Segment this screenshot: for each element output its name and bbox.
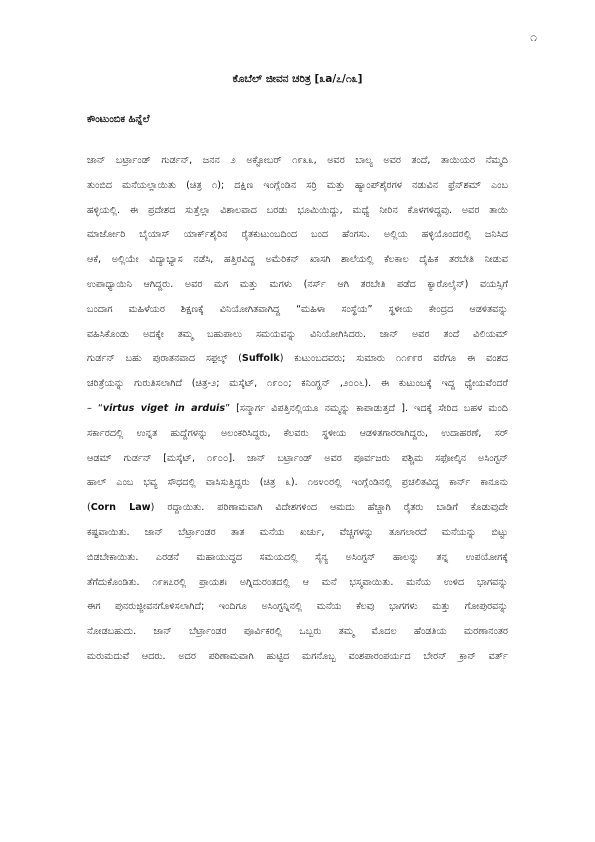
document-title: ಕೊಬೆಲ್ ಜೀವನ ಚರಿತ್ರ [೩a/೭/೧೩]	[232, 73, 363, 85]
latin-motto: virtus viget in arduis	[102, 402, 226, 414]
text-line: ಜಾನ್ ಬರ್ಟ್ರಾಂಡ್ ಗುರ್ಡನ್, ಜನನ ೨ ಅಕ್ಟೋಬರ್ ೧೯೩೩, ಅವರ ಬಾಲ್ಯ ಅವರ ತಂದೆ, ತಾಯಿಯರ ನೆಮ್ಮದಿ	[87, 155, 508, 166]
text-segment: ) ರದ್ದಾಯಿತು. ಪರಿಣಾಮವಾಗಿ ವಿದೇಶಗಳಿಂದ ಆಮದು ಹೆಚ್ಚಾಗಿ ರೈತರು ಬಾಡಿಗೆ ಕೊಡುವುದೇ	[150, 502, 508, 514]
body-paragraph	[87, 149, 508, 670]
text-line: ಮರುಮದುವೆ ಆದರು. ಅದರ ಪರಿಣಾಮವಾಗಿ ಹುಟ್ಟಿದ ಮಗನೊಬ್ಬ ವಂಶಪಾರಂಪರ್ಯದ ಬೇರನ್ ಕ್ರಾನ್ ವರ್ತ್	[87, 650, 508, 662]
text-line: ಆಡಮ್ ಗುರ್ಡನ್ [ಮಸ್ಕೆಟ್, ೧೯೦೦]. ಜಾನ್ ಬರ್ಟ್ರಾಂಡ್ ಅವರ ಪೂರ್ವಜರು ಪಶ್ಚಿಮ ಸಫೋಲ್ಕಿನ ಅಸಿಂಗ್ಟನ್	[87, 452, 508, 464]
text-line: ವಹಿಸಿಕೊಂಡು ಅದಕ್ಕೇ ತಮ್ಮ ಬಹುಪಾಲು ಸಮಯವನ್ನು ವಿನಿಯೋಗಿಸಿದರು. ಜಾನ್ ಅವರ ತಂದೆ ವಿಲಿಯಮ್	[87, 328, 508, 340]
section-heading: ಕೌಂಟುಂಬಿಕ ಹಿನ್ನೆಲೆ	[87, 114, 150, 125]
text-line: ಉಪಾಧ್ಯಾಯಿನಿ ಆಗಿದ್ದರು. ಅವರ ಮಗ ಮತ್ತು ಮಗಳು (ನರ್ಸ್ ಆಗಿ ತರಬೇತಿ ಪಡೆದ ಕ್ಯಾರೊಲೈನ್) ವಯಸ್ಸಿಗೆ	[87, 278, 508, 290]
text-line: ಮಾರ್ಜೋರಿ ಬೈಯಾಸ್ ಯಾರ್ಕ್‌ಶೈರಿನ ರೈತಕುಟುಂಬದಿಂದ ಬಂದ ಹೆಂಗಸು. ಅಲ್ಲಿಯ ಹಳ್ಳಿಯೊಂದರಲ್ಲಿ ಜನಿಸಿದ	[87, 229, 508, 241]
text-line	[87, 347, 508, 372]
text-line: ತೆಗೆದುಕೊಂಡಿತು. ೧೯೫೭ರಲ್ಲಿ ಪ್ರಾಯಶಃ ಅಗ್ನಿದುರಂತದಲ್ಲಿ ಆ ಮನೆ ಭಸ್ಮವಾಯಿತು. ಮನೆಯ ಉಳಿದ ಭಾಗವನ್ನು	[87, 576, 508, 588]
text-segment: ) ಕುಟುಂಬದವರು; ಸುಮಾರು ೧೧೯೯ರ ವರೆಗೂ ಈ ವಂಶದ	[279, 353, 508, 365]
page-number: ೧	[530, 30, 537, 44]
text-line: ಸರ್ಕಾರದಲ್ಲಿ ಉನ್ನತ ಹುದ್ದೆಗಳನ್ನು ಅಲಂಕರಿಸಿದ್ದರು, ಕೆಲವರು ಸ್ಥಳೀಯ ಆಡಳಿತಗಾರರಾಗಿದ್ದರು, ಉದಾಹರಣೆ, ಸರ್	[87, 427, 508, 439]
text-line: ನೋಡಬಹುದು. ಜಾನ್ ಬೆರ್ಟ್ರಾಂಡರ ಪೂರ್ವಿಕರಲ್ಲಿ ಒಬ್ಬರು ತಮ್ಮ ಮೊದಲ ಹೆಂಡತಿಯ ಮರಣಾನಂತರ	[87, 626, 508, 638]
text-line: ತುಂಬಿದ ಮನೆಯಲ್ಲಾಯಿತು (ಚಿತ್ರ ೧); ದಕ್ಷಿಣ ಇಂಗ್ಲೆಂಡಿನ ಸರ್ರಿ ಮತ್ತು ಹ್ಯಾಂಪ್‌ಶೈರಗಳ ನಡುವಿನ ಫ್ರೆನ್‌ಶಮ್ ಎಂಬ	[87, 179, 508, 191]
emphasis-term: Corn Law	[90, 502, 151, 514]
text-line: ಕಷ್ಟವಾಯಿತು. ಜಾನ್ ಬೆರ್ಟ್ರಾಂಡರ ತಾತ ಮನೆಯ ಖರ್ಚು, ವೆಚ್ಚಗಳನ್ನು ತೂಗಲಾರದೆ ಮನೆಯನ್ನು ಬಿಟ್ಟು	[87, 526, 508, 538]
text-segment: (	[87, 502, 91, 514]
text-line: ಬಿಡಬೇಕಾಯಿತು. ಎರಡನೆ ಮಹಾಯುದ್ಧದ ಸಮಯದಲ್ಲಿ ಸೈನ್ಯ ಅಸಿಂಗ್ಟನ್ ಹಾಲನ್ನು ತನ್ನ ಉಪಯೋಗಕ್ಕೆ	[87, 551, 508, 563]
text-segment: ಗುರ್ಡನ್ ಬಹು ಪುರಾತನವಾದ ಸಫ಼ಲ್ಕ್ (	[87, 353, 242, 365]
text-line: ಹಾಲ್ ಎಂಬ ಭವ್ಯ ಸೌಧದಲ್ಲಿ ವಾಸಿಸುತ್ತಿದ್ದರು (ಚಿತ್ರ ೩). ೧೮೪೦ರಲ್ಲಿ ಇಂಗ್ಲೆಂಡಿನಲ್ಲಿ ಪ್ರಚಲಿತವಿದ್ದ ಕಾರ್ನ್ ಕಾನೂನು	[87, 477, 508, 489]
text-segment: ” [ಸನ್ಮಾರ್ಗ ವಿಪತ್ತಿನಲ್ಲಿಯೂ ನಮ್ಮನ್ನು ಕಾಪಾಡುತ್ತದೆ ]. ಇದಕ್ಕೆ ಸೇರಿದ ಬಹಳ ಮಂದಿ	[225, 402, 508, 414]
text-line	[87, 496, 508, 521]
emphasis-term: Suffolk	[241, 353, 280, 365]
text-line: ಹಳ್ಳಿಯಲ್ಲಿ. ಈ ಪ್ರದೇಶದ ಸುತ್ತೆಲ್ಲಾ ವಿಶಾಲವಾದ ಬರಡು ಭೂಮಿಯಿದ್ದು, ಮಧ್ಯೆ ನೀರಿನ ಕೊಳಗಳಿದ್ದವು. ಅವರ ತಾಯಿ	[87, 204, 508, 216]
text-line: ಆಕೆ, ಅಲ್ಲಿಯೇ ವಿದ್ಯಾಭ್ಯಾಸ ನಡೆಸಿ, ಹತ್ತಿರವಿದ್ದ ಅಮೆರಿಕನ್ ಖಾಸಗಿ ಶಾಲೆಯಲ್ಲಿ ಕೆಲಕಾಲ ದೈಹಿಕ ತರಬೇತಿ ನೀಡುವ	[87, 254, 508, 266]
text-line: ಬಂದಾಗ ಮಹಿಳೆಯರ ಶಿಕ್ಷಣಕ್ಕೆ ವಿನಿಯೋಗಿತವಾಗಿದ್ದ “ಮಹಿಳಾ ಸಂಸ್ಥೆಯ” ಸ್ಥಳೀಯ ಕೇಂದ್ರದ ಆಡಳಿತವನ್ನು	[87, 303, 508, 315]
text-line: ಈಗ ಪುನರುಜ್ಜೀವನಗೊಳಿಸಲಾಗಿದೆ; ಇಂದಿಗೂ ಅಸಿಂಗ್ಟನ್ನಿನಲ್ಲಿ ಮನೆಯ ಕೆಲವು ಭಾಗಗಳು ಮತ್ತು ಗೋಪುರವನ್ನು	[87, 601, 508, 613]
text-line: ಚರಿತ್ರೆಯನ್ನು ಗುರುತಿಸಲಾಗಿದೆ (ಚಿತ್ರ-೨; ಮಸ್ಕೆಟ್, ೧೯೦೦; ಕನಿಂಗ್ಹನ್ ,೨೦೦೬). ಈ ಕುಟುಂಬಕ್ಕೆ ಇದ್ದ ಧ್ಯೇಯವೆಂದರೆ	[87, 378, 508, 390]
text-segment: – “	[87, 402, 103, 414]
text-line	[87, 397, 508, 422]
